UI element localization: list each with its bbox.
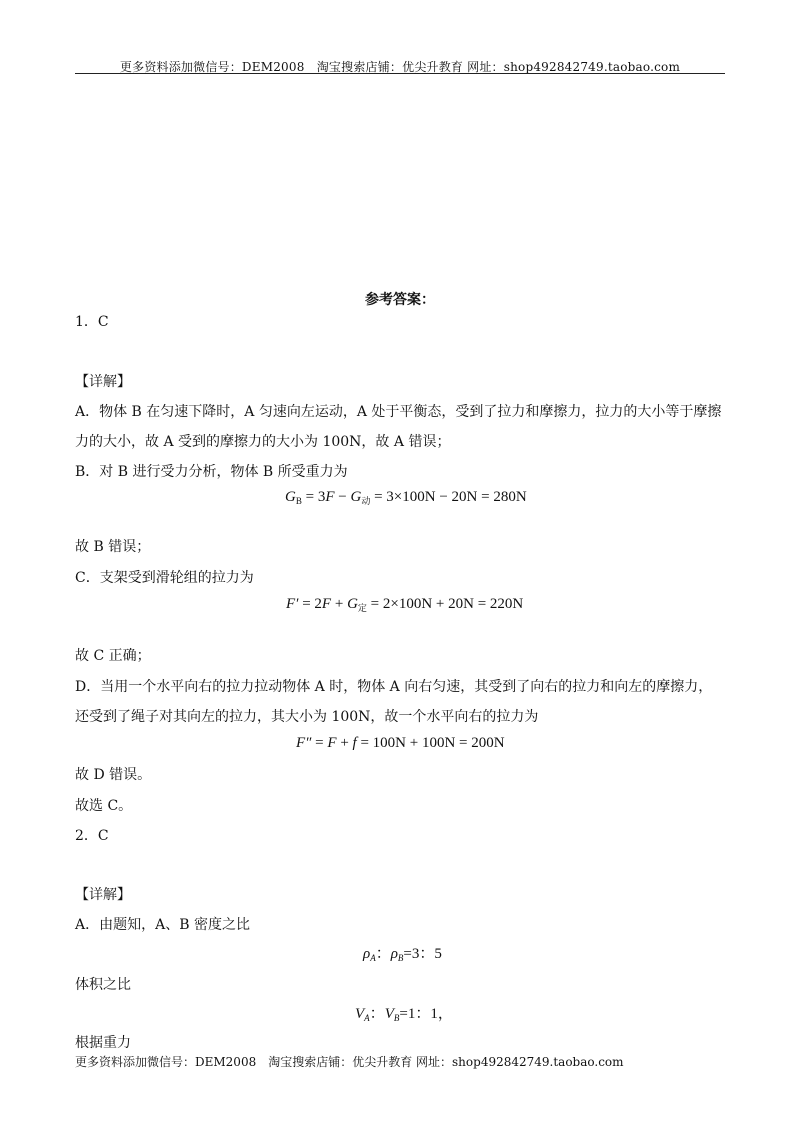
q1-option-b-line1: B．对 B 进行受力分析，物体 B 所受重力为 (75, 464, 348, 480)
q2-density-ratio: $\rho_A$：$\rho_B=3$：5 (363, 946, 442, 963)
q2-option-a-line1: A．由题知，A、B 密度之比 (75, 917, 250, 933)
q1-option-d-line1: D．当用一个水平向右的拉力拉动物体 A 时，物体 A 向右匀速，其受到了向右的拉力和向左的摩擦力， (75, 679, 713, 695)
q2-volume-label: 体积之比 (75, 977, 131, 993)
q2-volume-ratio: $V_A$：$V_B=1$：1， (355, 1006, 453, 1023)
q1-option-b-line2: 故 B 错误； (75, 539, 151, 555)
q1-option-d-line3: 故 D 错误。 (75, 767, 152, 783)
q1-option-d-line2: 还受到了绳子对其向左的拉力，其大小为 100N，故一个水平向右的拉力为 (75, 709, 539, 725)
q1-answer: 1．C (75, 314, 109, 330)
header-divider (75, 73, 725, 74)
q1-formula-b: $G_B = 3F - G_动 = 3\times 100N - 20N = 280N$ (285, 489, 527, 506)
q2-detail-label: 【详解】 (75, 887, 131, 903)
q1-option-a-line1: A．物体 B 在匀速下降时，A 匀速向左运动，A 处于平衡态，受到了拉力和摩擦力，拉力的大小等于摩擦 (75, 404, 722, 420)
q1-formula-c: $F' = 2F + G_定 = 2\times 100N + 20N = 220N$ (286, 596, 524, 613)
q2-gravity-label: 根据重力 (75, 1035, 131, 1051)
page-footer: 更多资料添加微信号：DEM2008 淘宝搜索店铺：优尖升教育 网址：shop492842749.taobao.com (75, 1055, 624, 1069)
q2-answer: 2．C (75, 828, 109, 844)
q1-option-a-line2: 力的大小，故 A 受到的摩擦力的大小为 100N，故 A 错误； (75, 434, 451, 450)
q1-option-c-line1: C．支架受到滑轮组的拉力为 (75, 570, 254, 586)
q1-formula-d: F″ = F + f = 100N + 100N = 200N (296, 735, 505, 751)
q1-conclusion: 故选 C。 (75, 798, 133, 814)
answer-section-title: 参考答案： (365, 292, 435, 308)
q1-detail-label: 【详解】 (75, 374, 131, 390)
page-header: 更多资料添加微信号：DEM2008 淘宝搜索店铺：优尖升教育 网址：shop492842749.taobao.com (119, 60, 681, 74)
q1-option-c-line2: 故 C 正确； (75, 648, 151, 664)
